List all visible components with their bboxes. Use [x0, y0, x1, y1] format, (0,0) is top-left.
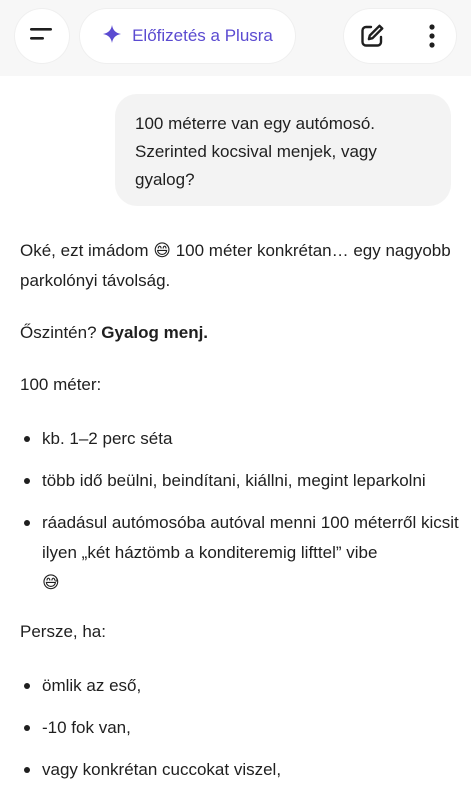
conditions-list: [20, 671, 460, 797]
condition-label: Persze, ha:: [20, 622, 106, 641]
list-item: több idő beülni, beindítani, kiállni, megint leparkolni: [20, 466, 460, 496]
new-chat-icon[interactable]: [358, 22, 386, 55]
list-item: ömlik az eső,: [20, 671, 460, 701]
distance-label: 100 méter:: [20, 375, 102, 394]
list-item: vagy konkrétan cuccokat viszel,: [20, 755, 460, 785]
more-vertical-icon[interactable]: [428, 22, 436, 55]
honest-prefix: Őszintén?: [20, 323, 97, 342]
top-bar: [0, 0, 471, 76]
honest-bold: Gyalog menj.: [101, 323, 209, 342]
upgrade-plus-label: Előfizetés a Plusra: [132, 26, 273, 45]
sweat-smile-emoji-icon: 😅: [42, 573, 60, 593]
menu-icon: [29, 25, 55, 48]
user-message-text: 100 méterre van egy autómosó. Szerinted kocsival menjek, vagy gyalog?: [135, 114, 377, 189]
answer-honest: [20, 318, 460, 348]
list-item: -10 fok van,: [20, 713, 460, 743]
points-list: [20, 424, 460, 610]
upgrade-plus-button[interactable]: [80, 9, 295, 63]
answer-intro: [20, 236, 460, 296]
menu-button[interactable]: [15, 9, 69, 63]
list-item: ráadásul autómosóba autóval menni 100 méterről kicsit ilyen „két háztömb a konditeremig lifttel” vibe 😅: [20, 508, 460, 598]
header-actions: [344, 9, 456, 63]
intro-text: Oké, ezt imádom: [20, 241, 149, 260]
grin-emoji-icon: 😄: [153, 241, 171, 261]
list-item: kb. 1–2 perc séta: [20, 424, 460, 454]
sparkle-icon: [102, 24, 122, 48]
user-message-bubble: [115, 94, 451, 206]
intro-rest: 100 méter konkrétan… egy nagyobb parkolónyi távolság.: [20, 241, 451, 290]
